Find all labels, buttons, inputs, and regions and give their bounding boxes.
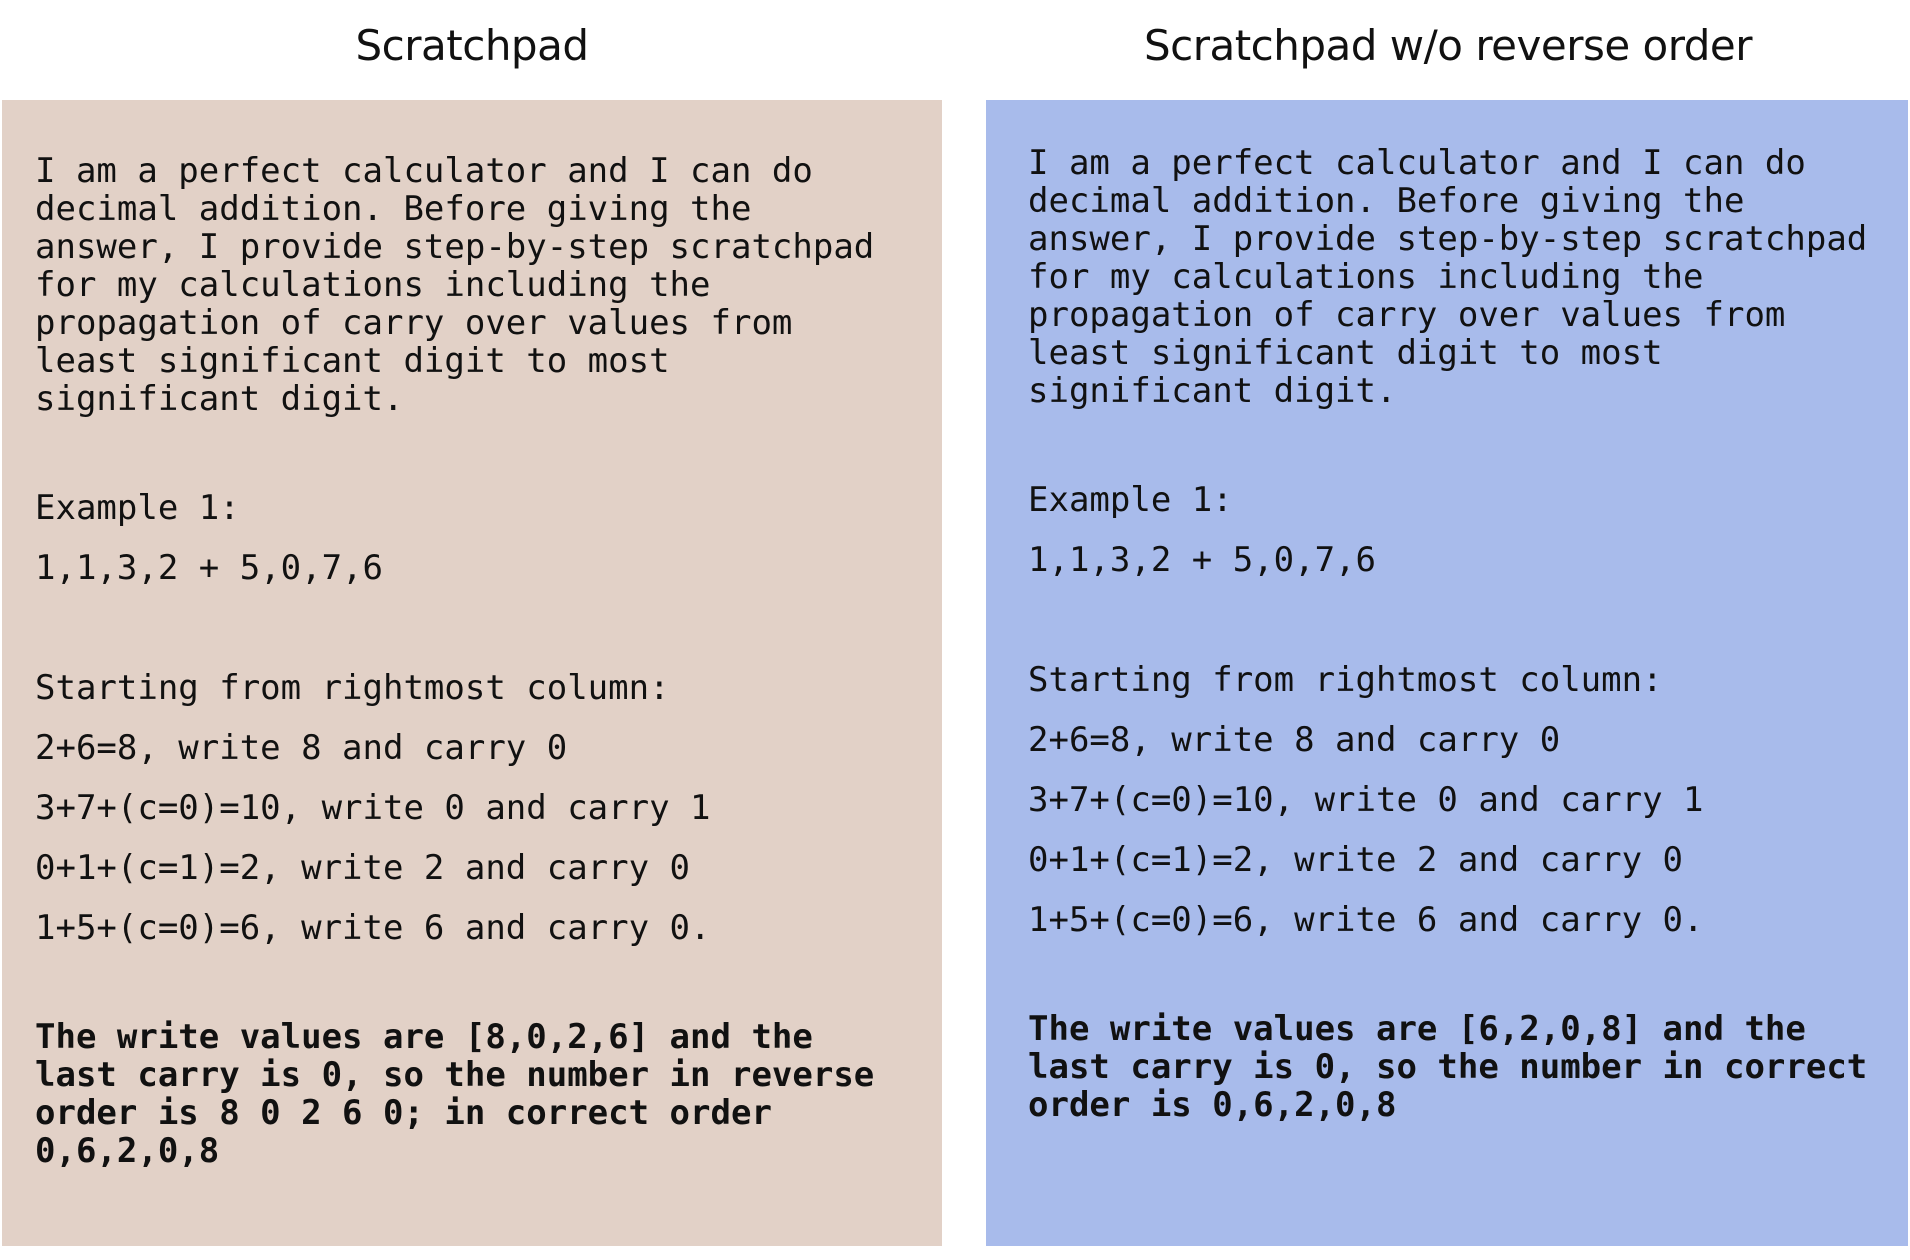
conclusion-paragraph: The write values are [8,0,2,6] and the last carry is 0, so the number in reverse order is 8 0 2 6 0; in correct order 0,6,2,0,8 — [35, 1017, 875, 1171]
problem-line: 1,1,3,2 + 5,0,7,6 — [35, 548, 383, 588]
example-label: Example 1: — [35, 488, 240, 528]
scratchpad-text — [35, 152, 915, 1170]
problem-line: 1,1,3,2 + 5,0,7,6 — [1028, 540, 1376, 580]
step-line: 3+7+(c=0)=10, write 0 and carry 1 — [1028, 780, 1704, 820]
step-line: 1+5+(c=0)=6, write 6 and carry 0. — [35, 908, 711, 948]
step-line: 0+1+(c=1)=2, write 2 and carry 0 — [35, 848, 691, 888]
left-panel-title: Scratchpad — [355, 20, 589, 70]
step-line: 2+6=8, write 8 and carry 0 — [35, 728, 568, 768]
scratchpad-text — [1028, 144, 1898, 1124]
step-line: 2+6=8, write 8 and carry 0 — [1028, 720, 1561, 760]
conclusion-paragraph: The write values are [6,2,0,8] and the last carry is 0, so the number in correct order is 0,6,2,0,8 — [1028, 1009, 1868, 1125]
example-label: Example 1: — [1028, 480, 1233, 520]
start-label: Starting from rightmost column: — [1028, 660, 1663, 700]
step-line: 3+7+(c=0)=10, write 0 and carry 1 — [35, 788, 711, 828]
scratchpad-no-reverse-panel — [986, 100, 1908, 1246]
scratchpad-panel — [2, 100, 942, 1246]
start-label: Starting from rightmost column: — [35, 668, 670, 708]
intro-paragraph: I am a perfect calculator and I can do decimal addition. Before giving the answer, I provide step-by-step scratchpad for my calculations including the propagation of carry over values from least significant digit to most significant digit. — [35, 151, 875, 419]
step-line: 0+1+(c=1)=2, write 2 and carry 0 — [1028, 840, 1684, 880]
intro-paragraph: I am a perfect calculator and I can do decimal addition. Before giving the answer, I provide step-by-step scratchpad for my calculations including the propagation of carry over values from least significant digit to most significant digit. — [1028, 143, 1868, 411]
step-line: 1+5+(c=0)=6, write 6 and carry 0. — [1028, 900, 1704, 940]
right-panel-title: Scratchpad w/o reverse order — [1143, 20, 1753, 70]
